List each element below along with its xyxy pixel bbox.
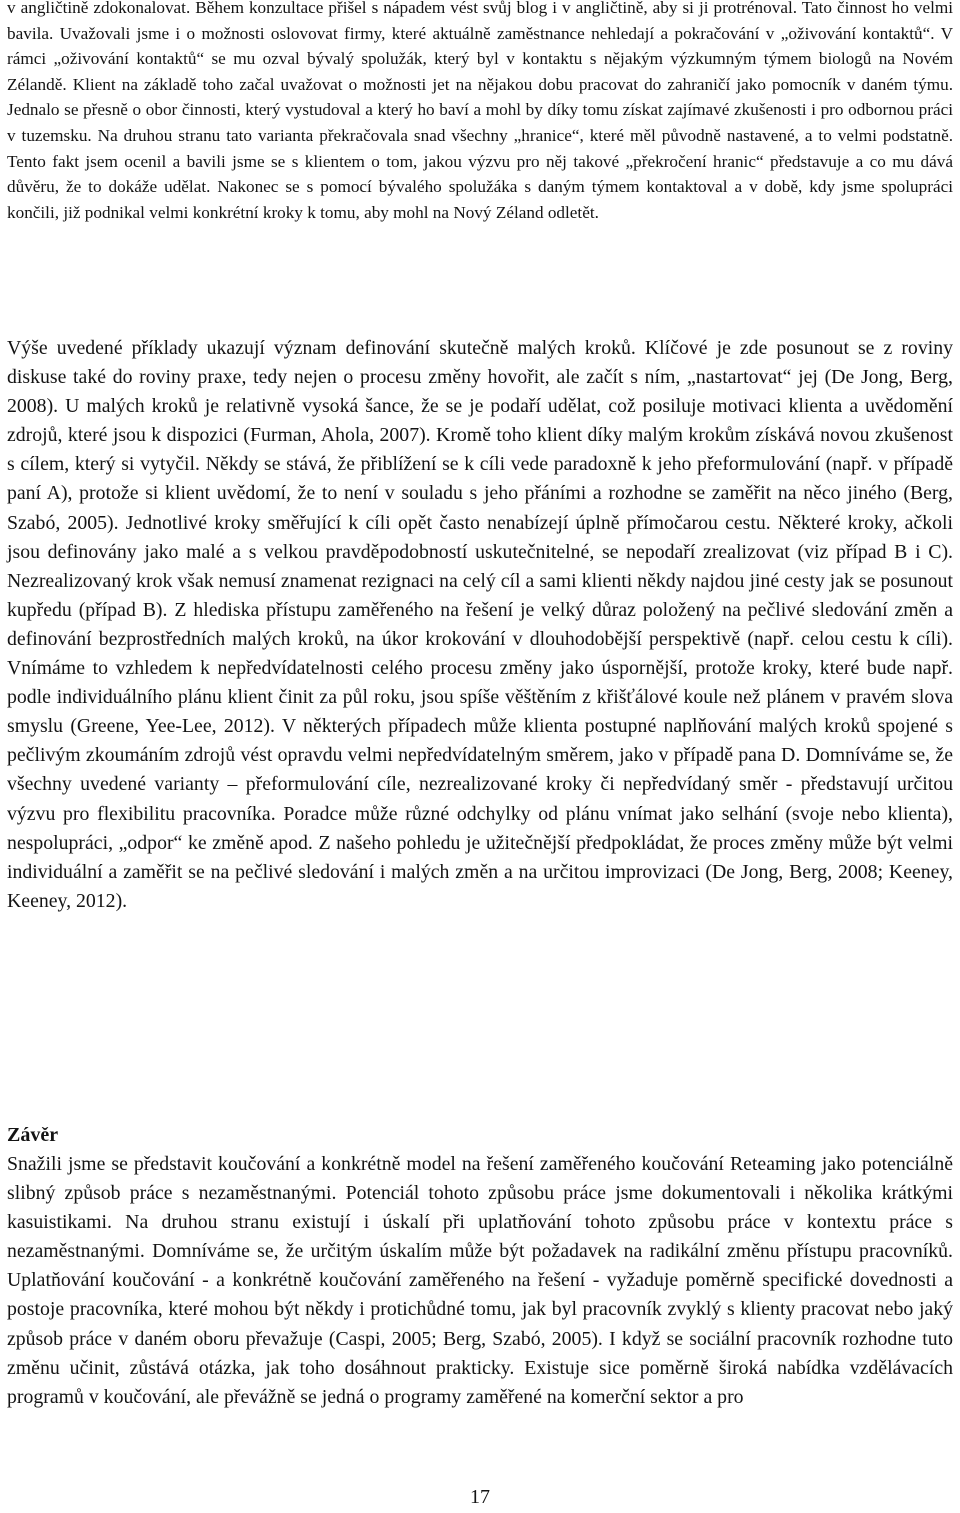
discussion-paragraph: Výše uvedené příklady ukazují význam definování skutečně malých kroků. Klíčové je zde posunout se z roviny diskuse také do roviny praxe, tedy nejen o procesu změny hovořit, ale začít s ním, „nastartovat“ jej (De Jong, Berg, 2008). U malých kroků je relativně vysoká šance, že se je podaří udělat, což posiluje motivaci klienta a uvědomění zdrojů, které jsou k dispozici (Furman, Ahola, 2007). Kromě toho klient díky malým krokům získává novou zkušenost s cílem, který si vytyčil. Někdy se stává, že přiblížení se k cíli vede paradoxně k jeho přeformulování (např. v případě paní A), protože si klient uvědomí, že to není v souladu s jeho přáními a rozhodne se zaměřit na něco jiného (Berg, Szabó, 2005). Jednotlivé kroky směřující k cíli opět často nenabízejí úplně přímočarou cestu. Některé kroky, ačkoli jsou definovány jako malé a s velkou pravděpodobností uskutečnitelné, se nepodaří zrealizovat (viz případ B i C). Nezrealizovaný krok však nemusí znamenat rezignaci na celý cíl a sami klienti někdy najdou jiné cesty jak se posunout kupředu (případ B). Z hlediska přístupu zaměřeného na řešení je velký důraz položený na pečlivé sledování změn a definování bezprostředních malých kroků, na úkor krokování v dlouhodobější perspektivě (např. celou cestu k cíli). Vnímáme to vzhledem k nepředvídatelnosti celého procesu změny jako úspornější, protože kroky, které bude např. podle individuálního plánu klient činit za půl roku, jsou spíše věštěním z křišťálové koule než plánem v pravém slova smyslu (Greene, Yee-Lee, 2012). V některých případech může klienta postupné naplňování malých kroků spojené s pečlivým zkoumáním zdrojů vést opravdu velmi nepředvídatelným směrem, jako v případě pana D. Domníváme se, že všechny uvedené varianty – přeformulování cíle, nezrealizované kroky či nepředvídaný směr - představují určitou výzvu pro flexibilitu pracovníka. Poradce může různé odchylky od plánu vnímat jako selhání (svoje nebo klienta), nespolupráci, „odpor“ ke změně apod. Z našeho pohledu je užitečnější předpokládat, že proces změny může být velmi individuální a zaměřit se na pečlivé sledování i malých změn a na určitou improvizaci (De Jong, Berg, 2008; Keeney, Keeney, 2012).: [7, 337, 953, 912]
page-number: 17: [470, 1486, 490, 1508]
case-study-paragraph: v angličtině zdokonalovat. Během konzultace přišel s nápadem vést svůj blog i v angličtině, aby si ji protrénoval. Tato činnost ho velmi bavila. Uvažovali jsme i o možnosti oslovovat firmy, které aktuálně zaměstnance nehledají a pokračování v „oživování kontaktů“. V rámci „oživování kontaktů“ se mu ozval bývalý spolužák, který byl v kontaktu s nějakým výzkumným týmem biologů na Novém Zélandě. Klient na základě toho začal uvažovat o možnosti jet na nějakou dobu pracovat do zahraničí jako pomocník v daném týmu. Jednalo se přesně o obor činnosti, který vystudoval a který ho baví a mohl by díky tomu získat zajímavé zkušenosti i pro odbornou práci v tuzemsku. Na druhou stranu tato varianta překračovala snad všechny „hranice“, které měl původně nastavené, a to velmi podstatně. Tento fakt jsem ocenil a bavili jsme se s klientem o tom, jakou výzvu pro něj takové „překročení hranic“ představuje a co mu dává důvěru, že to dokáže udělat. Nakonec se s pomocí bývalého spolužáka s daným týmem kontaktoval a v době, kdy jsme spolupráci končili, již podnikal velmi konkrétní kroky k tomu, aby mohl na Nový Zéland odletět.: [7, 0, 953, 222]
conclusion-paragraph: Snažili jsme se představit koučování a konkrétně model na řešení zaměřeného koučování Reteaming jako potenciálně slibný způsob práce s nezaměstnanými. Potenciál tohoto způsobu práce jsme dokumentovali i několika krátkými kasuistikami. Na druhou stranu existují i úskalí při uplatňování tohoto způsobu práce v kontextu práce s nezaměstnanými. Domníváme se, že určitým úskalím může být požadavek na radikální změnu přístupu pracovníků. Uplatňování koučování - a konkrétně koučování zaměřeného na řešení - vyžaduje poměrně specifické dovednosti a postoje pracovníka, které mohou být někdy i protichůdné tomu, jak byl pracovník zvyklý s klienty pracovat nebo jaký způsob práce v daném oboru převažuje (Caspi, 2005; Berg, Szabó, 2005). I když se sociální pracovník rozhodne tuto změnu učinit, zůstává otázka, jak toho dosáhnout prakticky. Existuje sice poměrně široká nabídka vzdělávacích programů v koučování, ale převážně se jedná o programy zaměřené na komerční sektor a pro: [7, 1153, 953, 1408]
conclusion-heading: Závěr: [7, 1124, 59, 1146]
